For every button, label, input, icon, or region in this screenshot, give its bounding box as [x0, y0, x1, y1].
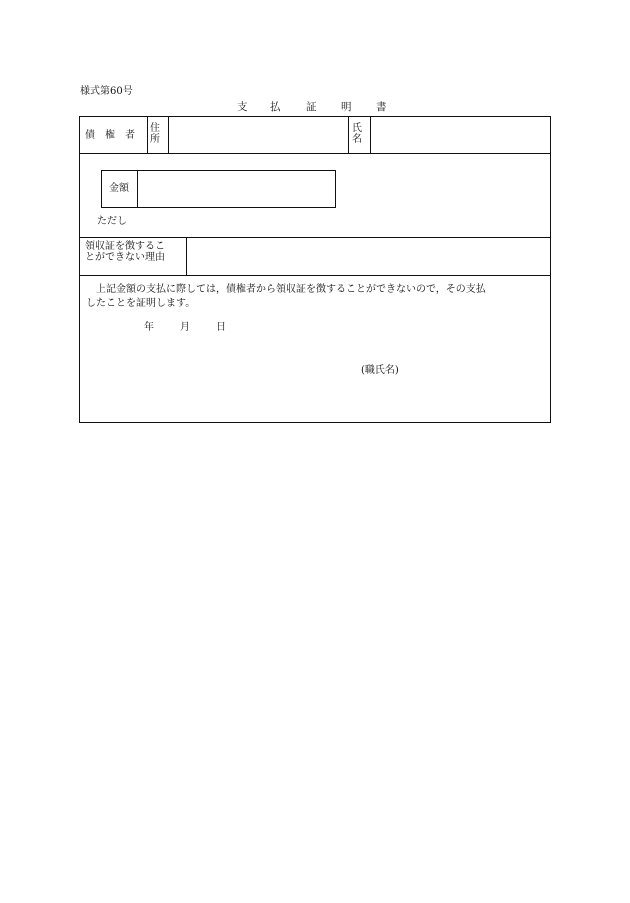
title-char: 書 — [376, 101, 387, 113]
title-char: 証 — [306, 101, 317, 113]
proviso-label: ただし — [97, 216, 127, 227]
creditor-label: 債 権 者 — [85, 130, 135, 141]
column-divider — [168, 117, 169, 153]
certification-text — [86, 283, 546, 310]
certification-line-1: 上記金額の支払に際しては，債権者から領収証を徴することができないので，その支払 — [96, 284, 486, 295]
certificate-form — [79, 116, 551, 423]
row-divider — [80, 237, 550, 238]
column-divider — [348, 117, 349, 153]
amount-field[interactable] — [139, 172, 334, 206]
title-char: 払 — [270, 101, 281, 113]
date-day-label: 日 — [216, 322, 226, 333]
date-month-label: 月 — [180, 322, 190, 333]
row-divider — [80, 275, 550, 276]
form-number: 様式第60号 — [80, 86, 133, 97]
column-divider — [370, 117, 371, 153]
title-char: 明 — [341, 101, 352, 113]
address-field[interactable] — [170, 119, 345, 151]
amount-divider — [137, 171, 138, 207]
column-divider — [186, 237, 187, 275]
reason-label: 領収証を徴するこ とができない理由 — [85, 241, 165, 263]
name-label: 氏 名 — [352, 123, 362, 145]
column-divider — [147, 117, 148, 153]
row-divider — [80, 153, 550, 154]
certification-line-2: したことを証明します。 — [86, 297, 196, 309]
name-field[interactable] — [372, 119, 547, 151]
amount-box — [101, 170, 336, 208]
amount-label: 金額 — [109, 183, 129, 194]
title-char: 支 — [237, 101, 248, 113]
date-year-label: 年 — [144, 322, 154, 333]
address-label: 住 所 — [150, 123, 160, 145]
official-name-label: (職氏名) — [361, 365, 399, 376]
reason-field[interactable] — [188, 239, 546, 273]
